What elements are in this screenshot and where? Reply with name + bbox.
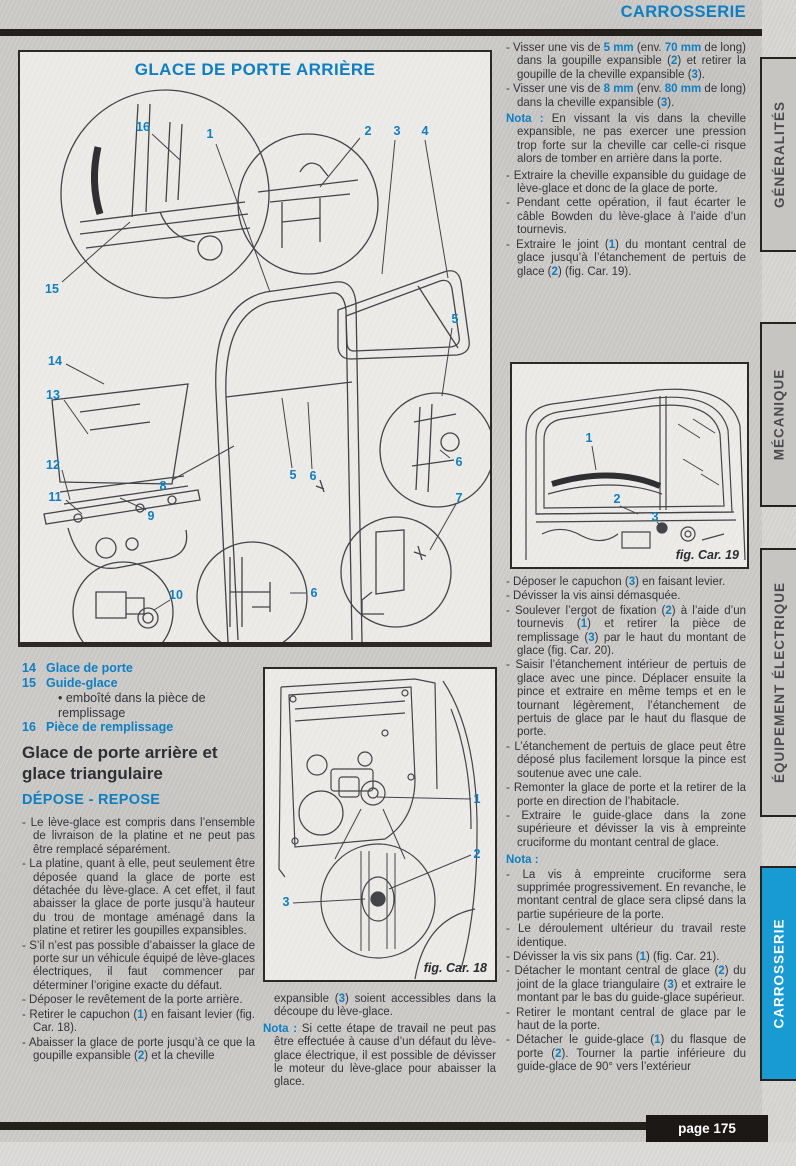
callout-14: 14: [48, 353, 62, 368]
fig18-label: fig. Car. 18: [423, 961, 487, 975]
column-right-top: [506, 42, 746, 280]
sidebar-tab-label: GÉNÉRALITÉS: [771, 100, 787, 209]
callout-9: 9: [147, 508, 155, 523]
page-number-badge: [646, 1115, 768, 1142]
fig-car-19: [510, 362, 749, 569]
legend-subitem: • emboîté dans la pièce de remplissage: [58, 691, 206, 720]
callout-4: 4: [421, 123, 429, 138]
paragraph: Nota : Si cette étape de travail ne peut pas être effectuée à cause d’un défaut du lève-glace électrique, il est possible de dévisser le moteur du lève-glace pour abaisser la glace.: [263, 1022, 496, 1089]
callout-12: 12: [46, 457, 60, 472]
fig19-art: [512, 364, 747, 567]
sidebar-tab-carrosserie: [760, 866, 796, 1081]
fig19-label: fig. Car. 19: [675, 548, 739, 562]
callout-6: 6: [310, 585, 318, 600]
callout-7: 7: [455, 490, 463, 505]
callout-6: 6: [309, 468, 317, 483]
sidebar-tab-label: MÉCANIQUE: [771, 368, 787, 461]
sidebar-tab-generalites: [760, 57, 796, 252]
paragraph: - Détacher le guide-glace (1) du flasque de porte (2). Tourner la partie inférieure du guide-glace de 90° vers l’extérieur: [506, 1034, 746, 1074]
paragraph: - Détacher le montant central de glace (2) du joint de la glace triangulaire (3) et extraire le montant par le bas du guide-glace supérieur.: [506, 965, 746, 1005]
paragraph: - La platine, quant à elle, peut seulement être déposée quand la glace de porte est détachée du lève-glace. A cet effet, il faut abaisser la glace de porte jusqu’à hauteur du trou de montage aménagé dans la platine et retirer les goupilles expansibles.: [22, 858, 255, 938]
callout-15: 15: [45, 281, 59, 296]
page-number-label: page 175: [678, 1121, 736, 1136]
fig18-art: [265, 669, 495, 980]
main-diagram-art: [20, 52, 490, 642]
callout-13: 13: [46, 387, 60, 402]
callout-3: 3: [282, 894, 290, 909]
paragraph: - Extraire le joint (1) du montant central de glace jusqu’à l’étanchement de pertuis de glace (2) (fig. Car. 19).: [506, 238, 746, 278]
subsection-heading: DÉPOSE - REPOSE: [22, 792, 161, 808]
callout-10: 10: [169, 587, 183, 602]
callout-5: 5: [289, 467, 297, 482]
callout-5: 5: [451, 311, 459, 326]
page-header-title: CARROSSERIE: [620, 3, 746, 21]
paragraph: - Dévisser la vis six pans (1) (fig. Car. 21).: [506, 950, 720, 963]
paragraph: - L’étanchement de pertuis de glace peut être déposé plus facilement lorsque la pince est soutenue avec une cale.: [506, 740, 746, 780]
callout-1: 1: [585, 430, 593, 445]
callout-3: 3: [651, 509, 659, 524]
paragraph: - Visser une vis de 5 mm (env. 70 mm de long) dans la goupille expansible (2) et retirer la goupille de la cheville expansible (3).: [506, 42, 746, 81]
callout-2: 2: [613, 491, 621, 506]
paragraph: - La vis à empreinte cruciforme sera supprimée progressivement. En revanche, le montant central de glace sera clipsé dans la partie supérieure de la porte.: [506, 868, 746, 921]
sidebar-tab-equipement-electrique: [760, 548, 796, 817]
diagram-legend: [22, 661, 258, 735]
paragraph: expansible (3) soient accessibles dans la découpe du lève-glace.: [274, 993, 496, 1019]
legend-item: 15 Guide-glace: [22, 676, 118, 690]
paragraph: - Le lève-glace est compris dans l’ensemble de livraison de la platine et ne peut pas être remplacé séparément.: [22, 817, 255, 856]
paragraph: - Soulever l’ergot de fixation (2) à l’aide d’un tournevis (1) et retirer la pièce de remplissage (3) par le haut du montant de glace (fig. Car. 20).: [506, 604, 747, 658]
paragraph: Nota :: [506, 854, 539, 867]
legend-item: 16 Pièce de remplissage: [22, 720, 174, 734]
callout-16: 16: [136, 119, 150, 134]
sidebar-thumb-tabs: [760, 0, 796, 1166]
column-left: [22, 817, 255, 1064]
paragraph: - Retirer le capuchon (1) en faisant levier (fig. Car. 18).: [22, 1008, 255, 1035]
sidebar-tab-label: ÉQUIPEMENT ÉLECTRIQUE: [771, 581, 787, 784]
paragraph: - Retirer le montant central de glace par le haut de la porte.: [506, 1006, 746, 1032]
callout-8: 8: [159, 478, 167, 493]
sidebar-tab-label: CARROSSERIE: [771, 918, 787, 1029]
top-rule: [0, 29, 770, 36]
section-heading: Glace de porte arrière et glace triangulaire: [22, 743, 218, 783]
callout-6: 6: [455, 454, 463, 469]
callout-3: 3: [393, 123, 401, 138]
main-diagram-title: GLACE DE PORTE ARRIÈRE: [134, 60, 376, 79]
paragraph: - S’il n’est pas possible d’abaisser la glace de porte sur un véhicule équipé de lève-glaces électriques, il faut commencer par déterminer l’origine exacte du défaut.: [22, 939, 255, 992]
paragraph: - Le déroulement ultérieur du travail reste identique.: [506, 923, 746, 949]
legend-item: 14 Glace de porte: [22, 661, 133, 675]
callout-1: 1: [473, 791, 481, 806]
paragraph: Nota : En vissant la vis dans la cheville expansible, ne pas exercer une pression trop forte sur la cheville car celle-ci risque alors de tomber en arrière dans la porte.: [506, 113, 746, 166]
paragraph: - Dévisser la vis ainsi démasquée.: [506, 590, 681, 603]
fig-car-18: [263, 667, 497, 982]
paragraph: - Remonter la glace de porte et la retirer de la porte en direction de l’habitacle.: [506, 782, 746, 808]
paragraph: - Extraire la cheville expansible du guidage de lève-glace et donc de la glace de porte.: [506, 169, 746, 196]
page-edge: [0, 1142, 796, 1166]
paragraph: - Visser une vis de 8 mm (env. 80 mm de long) dans la cheville expansible (3).: [506, 83, 746, 109]
paragraph: - Déposer le capuchon (3) en faisant levier.: [506, 576, 726, 588]
sidebar-tab-mecanique: [760, 322, 796, 507]
column-middle: [263, 993, 496, 1093]
paragraph: - Pendant cette opération, il faut écarter le câble Bowden du lève-glace à l’aide d’un tournevis.: [506, 197, 746, 237]
main-diagram: [18, 50, 492, 647]
paragraph: - Saisir l’étanchement intérieur de pertuis de glace avec une pince. Déplacer ensuite la pince et extraire en même temps et en le tournant légèrement, l’étanchement de pertuis de glace par le haut du flasque de porte.: [506, 659, 746, 739]
callout-2: 2: [364, 123, 372, 138]
callout-1: 1: [206, 126, 214, 141]
paragraph: - Abaisser la glace de porte jusqu’à ce que la goupille expansible (2) et la cheville: [22, 1036, 255, 1062]
paragraph: - Déposer le revêtement de la porte arrière.: [22, 994, 243, 1007]
callout-11: 11: [48, 489, 62, 504]
column-right-bottom: [506, 576, 746, 1076]
callout-2: 2: [473, 846, 481, 861]
bottom-rule: [0, 1122, 648, 1130]
paragraph: - Extraire le guide-glace dans la zone supérieure et dévisser la vis à empreinte cruciforme du montant central de glace.: [506, 809, 746, 849]
